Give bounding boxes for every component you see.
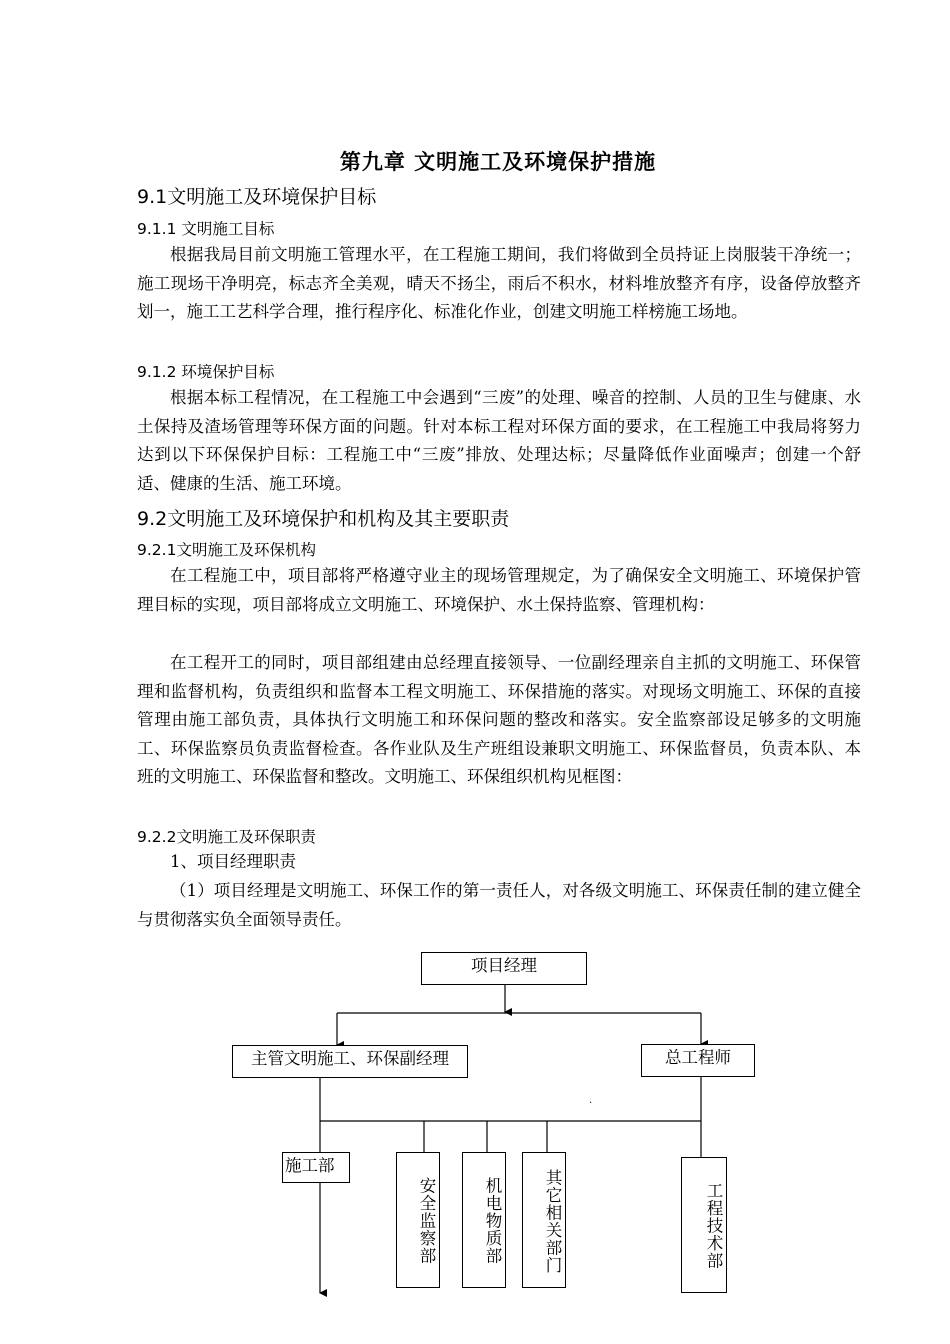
section-9-2-1-paragraph-2: 在工程开工的同时，项目部组建由总经理直接领导、一位副经理亲自主抓的文明施工、环保管理和监督机构，负责组织和监督本工程文明施工、环保措施的落实。对现场文明施工、环保的直接管理由施工部负责，具体执行文明施工和环保问题的整改和落实。安全监察部设足够多的文明施工、环保监察员负责监督检查。各作业队及生产班组设兼职文明施工、环保监督员，负责本队、本班的文明施工、环保监督和整改。文明施工、环保组织机构见框图：	[137, 653, 861, 787]
section-9-1-2-heading: 9.1.2 环境保护目标	[137, 363, 275, 381]
org-chart-dot: .	[589, 1095, 593, 1106]
section-9-1-2-paragraph: 根据本标工程情况，在工程施工中会遇到“三废”的处理、噪音的控制、人员的卫生与健康、水土保持及渣场管理等环保方面的问题。针对本标工程对环保方面的要求，在工程施工中我局将努力达到以下环保保护目标：工程施工中“三废”排放、处理达标；尽量降低作业面噪声；创建一个舒适、健康的生活、施工环境。	[137, 388, 861, 493]
responsibility-item-1-1: （1）项目经理是文明施工、环保工作的第一责任人，对各级文明施工、环保责任制的建立健全与贯彻落实负全面领导责任。	[137, 881, 861, 929]
section-9-2-1-paragraph-1: 在工程施工中，项目部将严格遵守业主的现场管理规定，为了确保安全文明施工、环境保护管理目标的实现，项目部将成立文明施工、环境保护、水土保持监察、管理机构：	[137, 566, 861, 614]
section-9-1-heading: 9.1文明施工及环境保护目标	[137, 186, 377, 208]
org-box-other-dept: 其它相关部门	[522, 1152, 566, 1288]
org-chart	[0, 940, 950, 1344]
section-9-1-1-paragraph: 根据我局目前文明施工管理水平，在工程施工期间，我们将做到全员持证上岗服装干净统一；施工现场干净明亮，标志齐全美观，晴天不扬尘，雨后不积水，材料堆放整齐有序，设备停放整齐划一，施工工艺科学合理，推行程序化、标准化作业，创建文明施工样榜施工场地。	[137, 245, 861, 322]
section-9-1-1-heading: 9.1.1 文明施工目标	[137, 220, 275, 238]
org-box-project-manager: 项目经理	[421, 952, 587, 985]
org-box-construction-dept: 施工部	[282, 1152, 350, 1183]
section-9-2-1-heading: 9.2.1文明施工及环保机构	[137, 541, 316, 559]
responsibility-item-1: 1、项目经理职责	[170, 852, 296, 871]
org-box-safety-dept: 安全监察部	[396, 1152, 440, 1288]
org-box-material-dept: 机电物质部	[462, 1152, 506, 1288]
org-box-deputy-manager: 主管文明施工、环保副经理	[232, 1045, 468, 1078]
org-box-chief-engineer: 总工程师	[641, 1044, 755, 1077]
chapter-title: 第九章 文明施工及环境保护措施	[339, 150, 657, 174]
section-9-2-heading: 9.2文明施工及环境保护和机构及其主要职责	[137, 508, 510, 530]
org-box-tech-dept: 工程技术部	[681, 1157, 727, 1293]
section-9-2-2-heading: 9.2.2文明施工及环保职责	[137, 828, 316, 846]
